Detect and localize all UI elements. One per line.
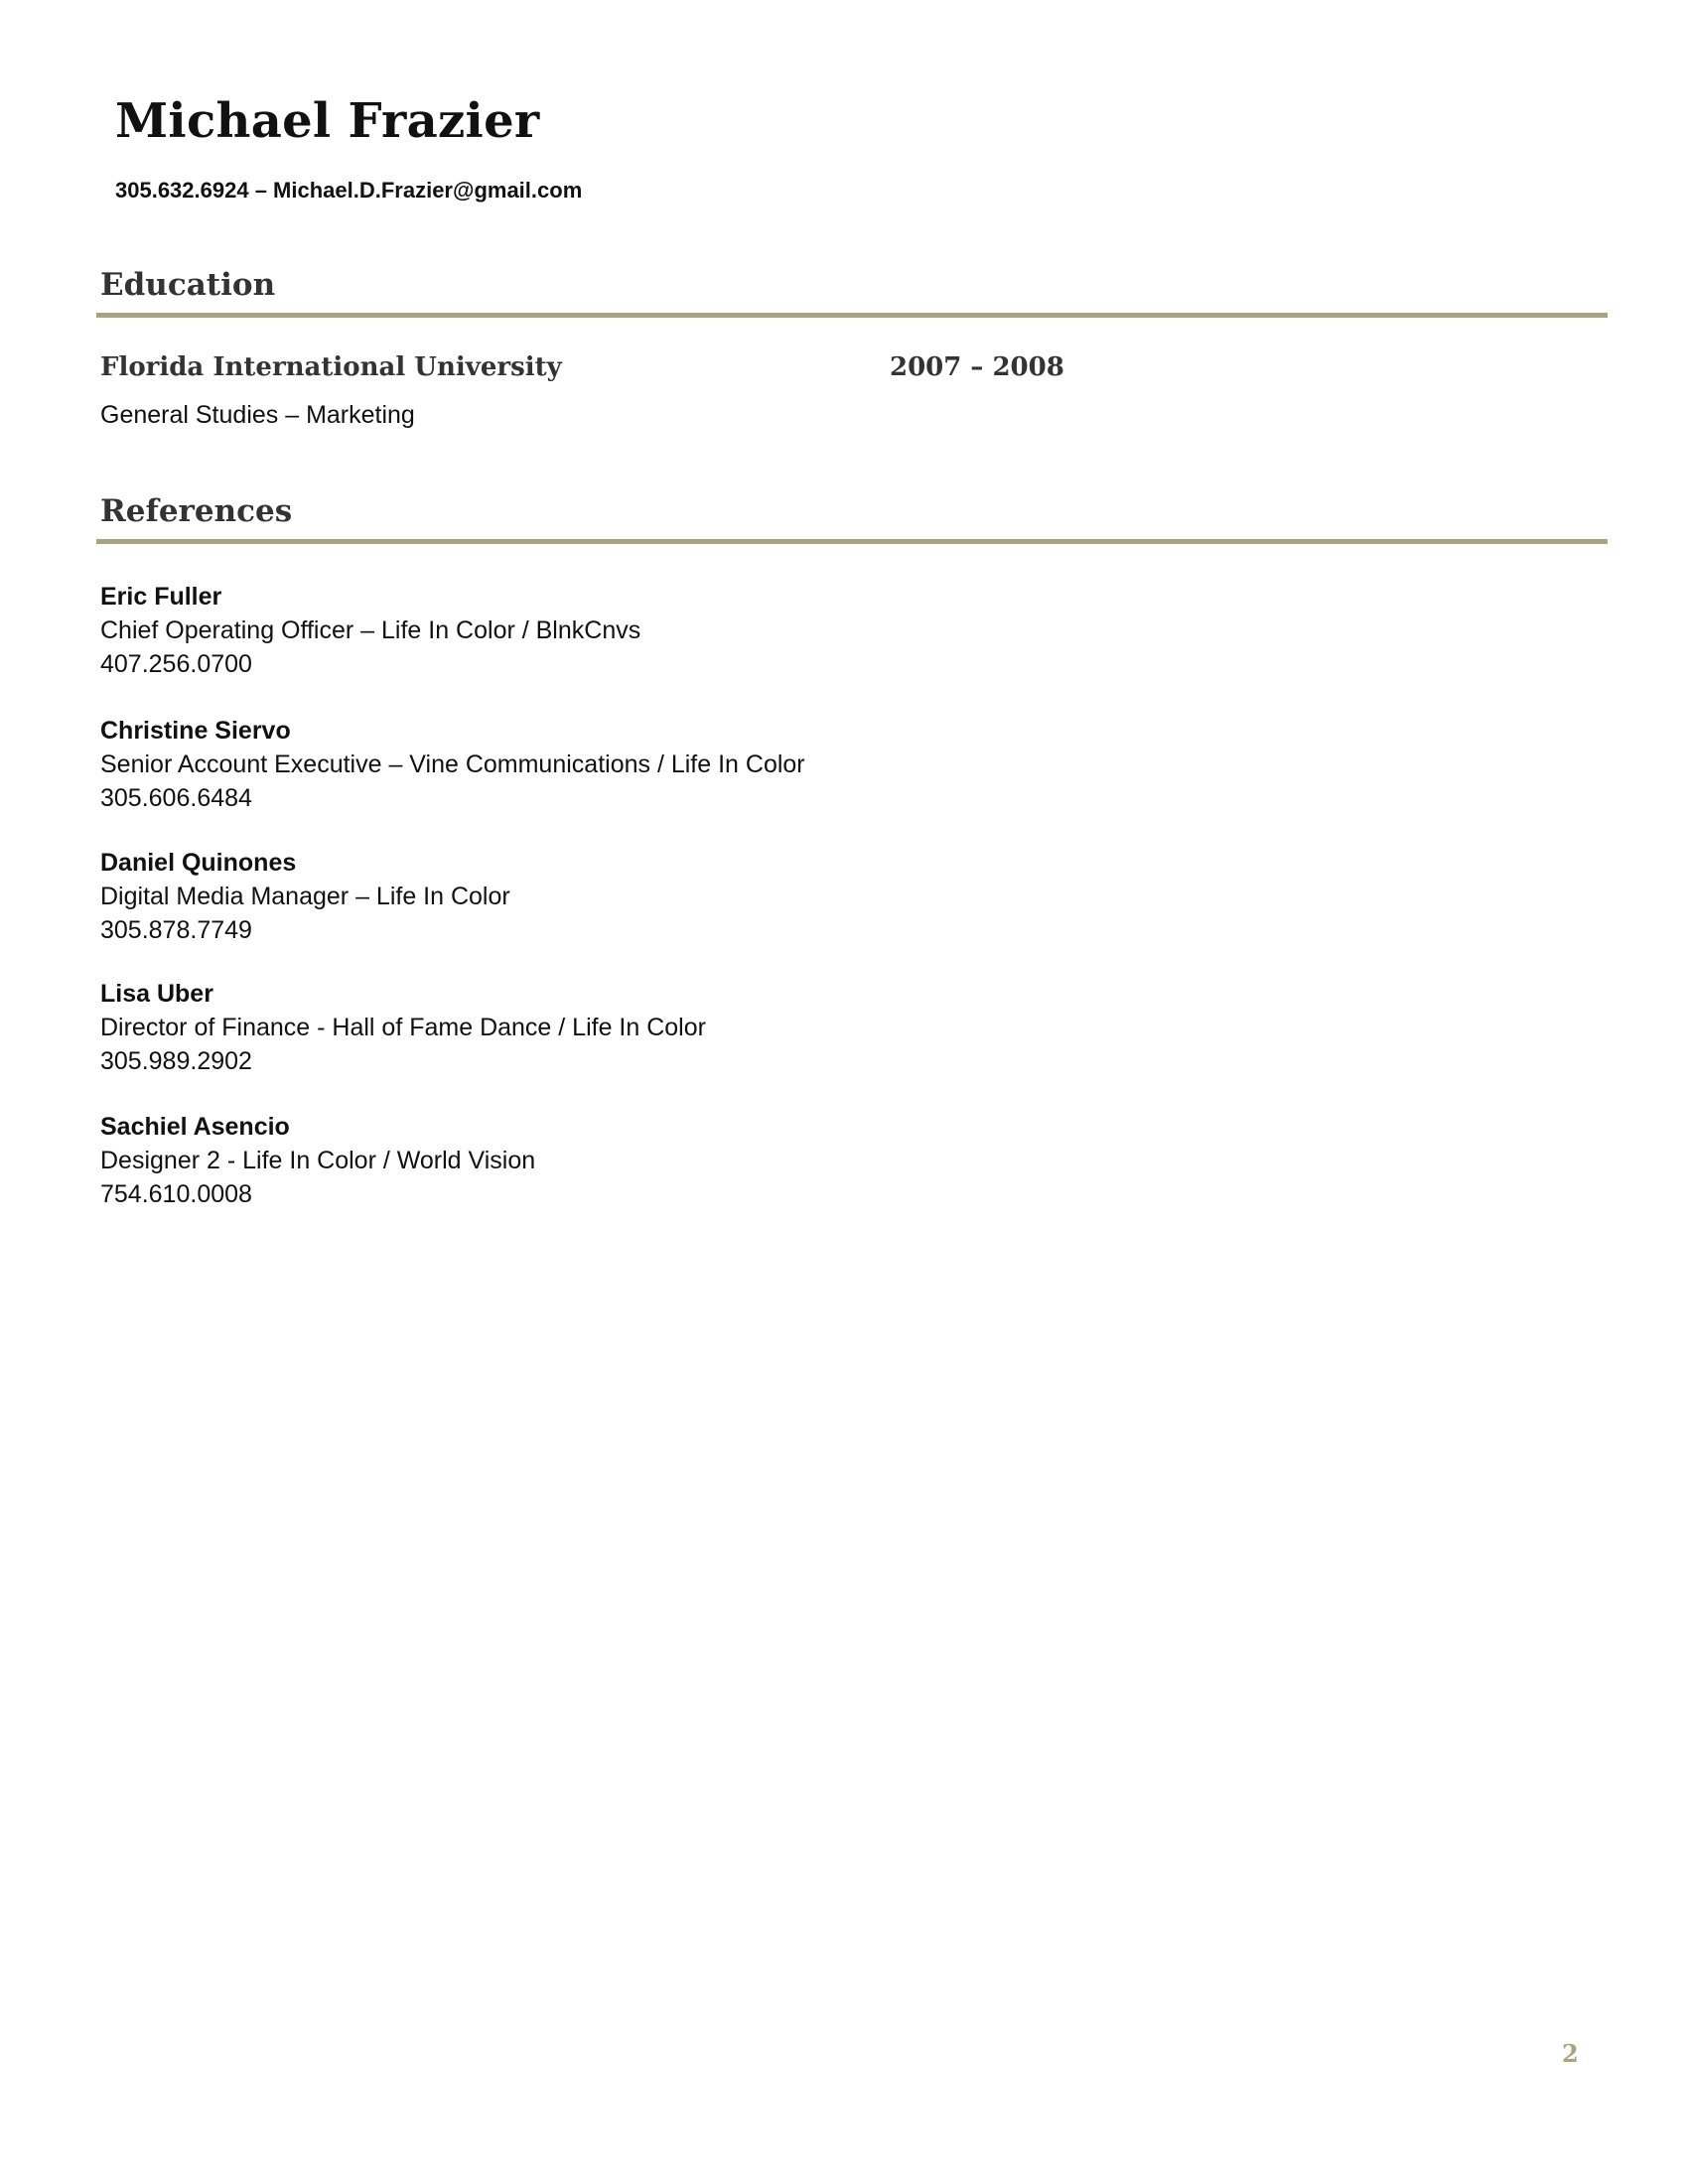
reference-title: Director of Finance - Hall of Fame Dance / Life In Color <box>100 1014 706 1041</box>
reference-item <box>100 977 706 1078</box>
candidate-name: Michael Frazier <box>115 93 540 149</box>
reference-phone: 754.610.0008 <box>100 1180 252 1208</box>
reference-title: Designer 2 - Life In Color / World Vision <box>100 1147 536 1174</box>
contact-line: 305.632.6924 – Michael.D.Frazier@gmail.com <box>115 178 583 203</box>
education-heading: Education <box>100 267 276 303</box>
references-heading: References <box>100 493 293 529</box>
reference-name: Lisa Uber <box>100 980 213 1008</box>
reference-title: Chief Operating Officer – Life In Color / BlnkCnvs <box>100 616 641 644</box>
reference-title: Digital Media Manager – Life In Color <box>100 883 510 910</box>
reference-phone: 305.606.6484 <box>100 784 252 812</box>
reference-name: Christine Siervo <box>100 717 291 745</box>
education-years: 2007 – 2008 <box>890 352 1064 382</box>
reference-name: Daniel Quinones <box>100 849 297 877</box>
reference-item <box>100 714 805 815</box>
reference-item <box>100 580 640 681</box>
education-rule <box>96 313 1608 318</box>
reference-item <box>100 1110 535 1211</box>
reference-phone: 305.989.2902 <box>100 1047 252 1075</box>
school-name: Florida International University <box>100 352 562 382</box>
page-number: 2 <box>1562 2039 1579 2068</box>
references-rule <box>96 539 1608 544</box>
reference-name: Sachiel Asencio <box>100 1113 290 1141</box>
reference-phone: 305.878.7749 <box>100 916 252 944</box>
reference-phone: 407.256.0700 <box>100 650 252 678</box>
reference-item <box>100 846 510 947</box>
reference-name: Eric Fuller <box>100 583 222 611</box>
field-of-study: General Studies – Marketing <box>100 401 415 429</box>
reference-title: Senior Account Executive – Vine Communications / Life In Color <box>100 751 805 778</box>
